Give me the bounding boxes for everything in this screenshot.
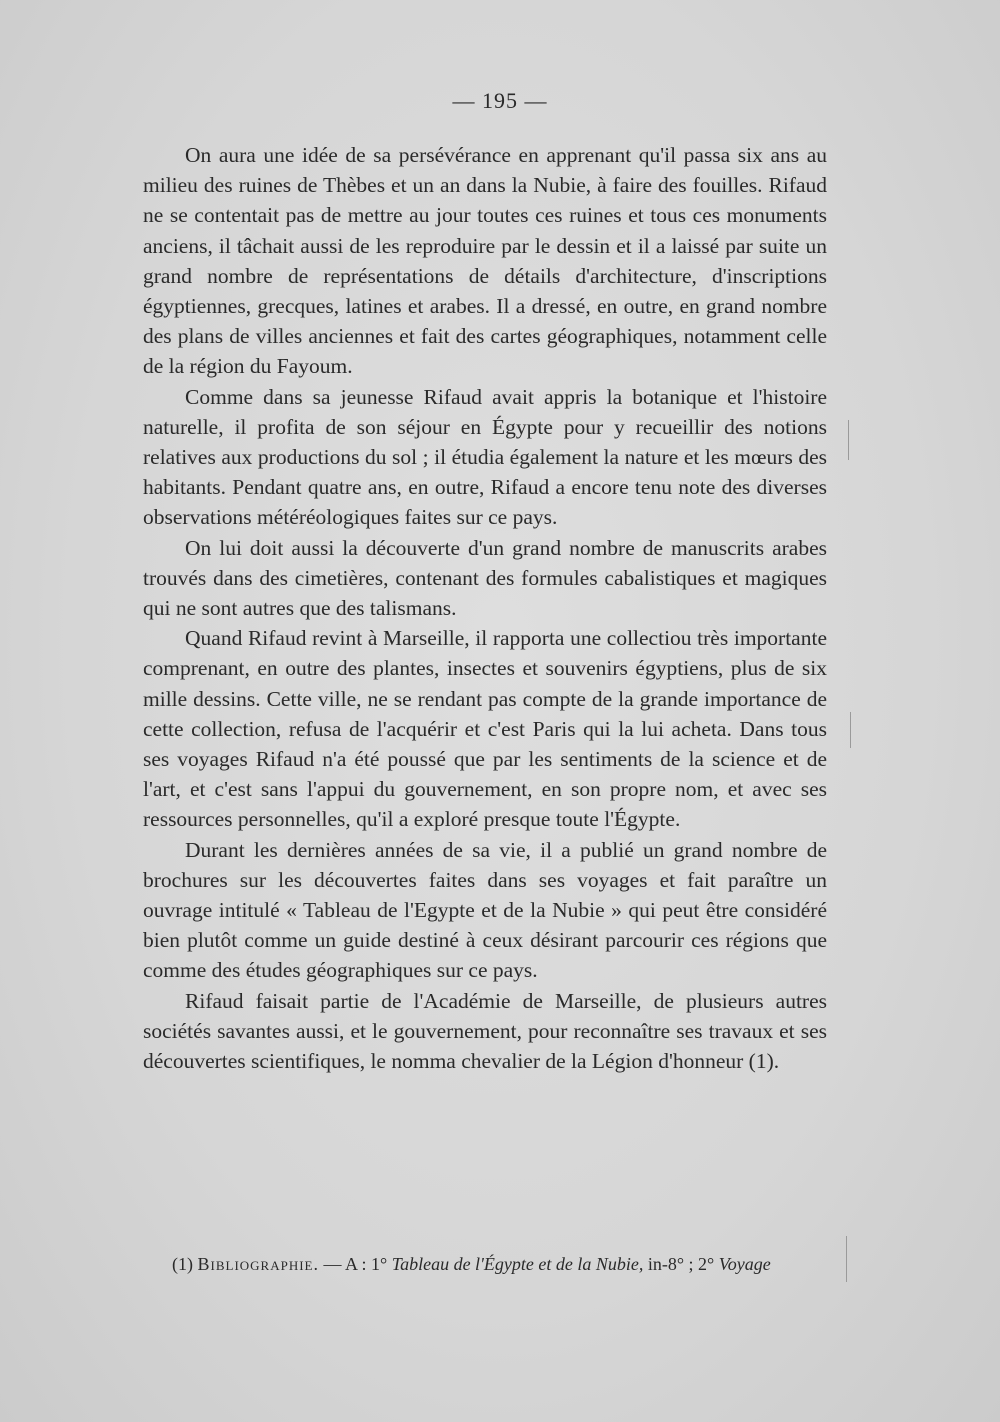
footnote-title-2: Voyage: [718, 1254, 771, 1274]
footnote: [172, 1252, 832, 1276]
footnote-heading: Bibliographie.: [197, 1254, 319, 1274]
footnote-dash: — A : 1°: [319, 1254, 388, 1274]
paragraph: Quand Rifaud revint à Marseille, il rapporta une collectiou très importante comprenant, en outre des plantes, insectes et souvenirs égyptiens, plus de six mille dessins. Cette ville, ne se rendant pas compte de la grande importance de cette collection, refusa de l'acquérir et c'est Paris qui la lui acheta. Dans tous ses voyages Rifaud n'a été poussé que par les sentiments de la science et de l'art, et c'est sans l'appui du gouvernement, en son propre nom, et avec ses ressources personnelles, qu'il a exploré presque toute l'Égypte.: [143, 626, 827, 832]
body-text: [143, 140, 827, 1076]
paragraph: Rifaud faisait partie de l'Académie de Marseille, de plusieurs autres sociétés savantes aussi, et le gouvernement, pour reconnaître ses travaux et ses découvertes scientifiques, le nomma chevalier de la Légion d'honneur (1).: [143, 988, 827, 1074]
paragraph: Durant les dernières années de sa vie, il a publié un grand nombre de brochures sur les découvertes faites dans ses voyages et fait paraître un ouvrage intitulé « Tableau de l'Egypte et de la Nubie » qui peut être considéré bien plutôt comme un guide destiné à ceux désirant parcourir ces régions que comme des études géographiques sur ce pays.: [143, 837, 827, 983]
margin-mark: [848, 420, 849, 460]
margin-mark: [846, 1236, 847, 1282]
paragraph: On aura une idée de sa persévérance en apprenant qu'il passa six ans au milieu des ruines de Thèbes et un an dans la Nubie, à faire des fouilles. Rifaud ne se contentait pas de mettre au jour toutes ces ruines et tous ces monuments anciens, il tâchait aussi de les reproduire par le dessin et il a laissé par suite un grand nombre de représentations de détails d'architecture, d'inscriptions égyptiennes, grecques, latines et arabes. Il a dressé, en outre, en grand nombre des plans de villes anciennes et fait des cartes géographiques, notamment celle de la région du Fayoum.: [143, 143, 827, 379]
paragraph: Comme dans sa jeunesse Rifaud avait appris la botanique et l'histoire naturelle, il profita de son séjour en Égypte pour y recueillir des notions relatives aux productions du sol ; il étudia également la nature et les mœurs des habitants. Pendant quatre ans, en outre, Rifaud a encore tenu note des diverses observations météréologiques faites sur ce pays.: [143, 384, 827, 530]
footnote-format: in-8° ; 2°: [643, 1254, 715, 1274]
margin-mark: [850, 712, 851, 748]
footnote-title-1: Tableau de l'Égypte et de la Nubie,: [391, 1254, 644, 1274]
footnote-marker: (1): [172, 1254, 193, 1274]
page-number: — 195 —: [452, 88, 548, 113]
paragraph: On lui doit aussi la découverte d'un grand nombre de manuscrits arabes trouvés dans des cimetières, contenant des formules cabalistiques et magiques qui ne sont autres que des talismans.: [143, 535, 827, 621]
